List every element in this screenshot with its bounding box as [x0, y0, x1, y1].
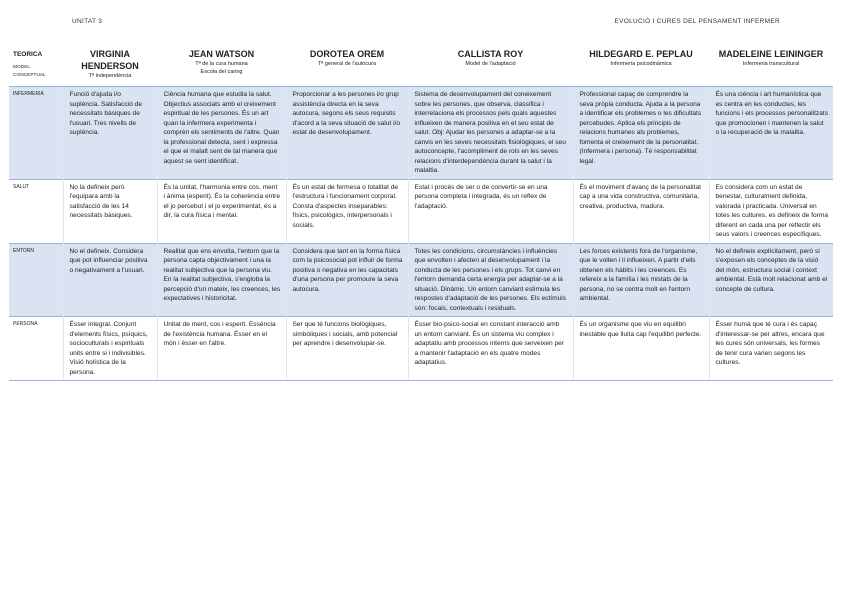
- table-cell: Funció d'ajuda i/o suplència. Satisfacció de necessitats bàsiques de l'usuari. Tres nivells de suplència.: [63, 87, 157, 180]
- theorist-subtitle: Infermeria transcultural: [742, 61, 800, 67]
- table-cell: Realitat que ens envolta, l'entorn que la persona capta objectivament i una la realitat subjectiva que la persona viu. En la realitat subjectiva, s'engloba la percepció d'un mateix, les creences, les expectatives i historicitat.: [157, 243, 286, 317]
- table-cell: Ciència humana que estudia la salut. Objectius associats amb el creixement espiritual de les persones. És un art quan la infermera experimenta i comprèn els sentiments de l'altre. Quan la professional detecta, sent i expressa el que el malalt sent de tal manera que aquest se sent identificat.: [157, 87, 286, 180]
- table-cell: Es considera com un estat de benestar, culturalment definida, valorada i practicada. Universal en totes les cultures, es defineix de forma diferent en cada una per reflectir els seus valors i creences específiques.: [709, 179, 833, 243]
- corner-subtitle: MODEL CONCEPTUAL: [13, 65, 46, 78]
- theorist-name: HILDEGARD E. PEPLAU: [589, 49, 693, 59]
- table-cell: Estat i procés de ser o de convertir-se en una persona completa i integrada, és un reflex de l'adaptació.: [408, 179, 573, 243]
- theorist-subtitle: Model de l'adaptació: [465, 61, 516, 67]
- theorist-header: [709, 44, 833, 87]
- corner-title: TEORICA: [13, 51, 43, 58]
- table-cell: No el defineix. Considera que pot influenciar positiva o negativament a l'usuari.: [63, 243, 157, 317]
- document-title: EVOLUCIÓ I CURES DEL PENSAMENT INFERMER: [614, 18, 780, 25]
- theorist-subtitle: Infermeria psicodinàmica: [610, 61, 672, 67]
- table-cell: Ésser bio-psico-social en constant interacció amb un entorn canviant. És un sistema viu complex i adaptatiu amb processos interns que serveixen per a mantenir l'adaptació en els quatre modes adaptatius.: [408, 317, 573, 381]
- table-cell: És un organisme que viu en equilibri inestable que lluita cap l'equilibri perfecte.: [573, 317, 709, 381]
- row-label: PERSONA: [9, 317, 63, 381]
- theorist-subtitle: Tª de la cura humana Escola del caring: [195, 61, 248, 75]
- theorist-header: [408, 44, 573, 87]
- row-label: ENTORN: [9, 243, 63, 317]
- table-cell: És la unitat, l'harmonia entre cos, ment i ànima (esperit). És la coherència entre el jo percebut i el jo experimentat, és a dir, la cura física i mental.: [157, 179, 286, 243]
- table-cell: És un estat de fermesa o totalitat de l'estructura i funcionament corporal. Consta d'aspectes inseparables: físics, psicològics, interpersonals i socials.: [286, 179, 408, 243]
- table-cell: Les forces existents fora de l'organisme, que le volten i li influeixen. A partir d'ells obtenen els hàbits i les creences. Es refereix a la família i les mistats de la persona, no se centra molt en l'entorn ambiental.: [573, 243, 709, 317]
- row-label: SALUT: [9, 179, 63, 243]
- unit-label: UNITAT 3: [72, 18, 103, 25]
- table-cell: És el moviment d'avanç de la personalitat cap a una vida constructiva, comunitària, creativa, productiva, madura.: [573, 179, 709, 243]
- theorist-name: CALLISTA ROY: [457, 49, 524, 59]
- row-label: INFERMERIA: [9, 87, 63, 180]
- table-cell: No la defineix però l'equipara amb la satisfacció de les 14 necessitats bàsiques.: [63, 179, 157, 243]
- theorist-name: JEAN WATSON: [188, 49, 255, 59]
- theorist-header: [286, 44, 408, 87]
- theorist-header: [63, 44, 157, 87]
- table-cell: Sistema de desenvolupament del coneixement sobre les persones, que observa, classifica i interrelaciona els processos pels quals aquestes influeixen de manera positiva en el seu estat de salut. Obj: Ajudar les persones a adaptar-se a la canvis en les seves necessitats fisiològiques, el seu autoconcepte, l'acompliment de rols en les seves relacions d'interdependència durant la salut i la malaltia.: [408, 87, 573, 180]
- table-cell: Considera que tant en la forma física com la psicosocial pot influir de forma positiva o negativa en les capacitats d'una persona per promoure la seva autocura.: [286, 243, 408, 317]
- table-row-infermeria: [9, 87, 833, 180]
- table-cell: Proporcionar a les persones i/o grup assistència directa en la seva autocura, segons els seus requisits d'acord a la seva situació de salut i/o estat de desenvolupament.: [286, 87, 408, 180]
- table-cell: Unitat de ment, cos i esperit. Essència de l'existència humana. Ésser en el món i ésser en l'altre.: [157, 317, 286, 381]
- theorist-subtitle: Tª independència: [88, 73, 132, 79]
- table-cell: Ésser humà que té cura i és capaç d'interessar-se per altres, encara que les cures són universals, les formes de tenir cura varien segons les cultures.: [709, 317, 833, 381]
- table-cell: Ser que té funcions biològiques, simbòliques i socials, amb potencial per aprendre i desenvolupar-se.: [286, 317, 408, 381]
- table-cell: Professional capaç de comprendre la seva pròpia conducta. Ajuda a la persona a identificar els problemes o les dificultats percebudes. Aplica els principis de relacions humanes als problemes, fomenta el creixement de la personalitat. (Infermera i persona). Té responsabilitat legal.: [573, 87, 709, 180]
- theorist-name: VIRGINIA HENDERSON: [81, 49, 139, 71]
- theorist-name: MADELEINE LEININGER: [718, 49, 824, 59]
- theorist-subtitle: Tª general de l'autocura: [317, 61, 377, 67]
- table-cell: No el defineix explícitament, però sí s'exposen els conceptes de la visió del món, estructura social i context ambiental. Està molt relacionat amb el concepte de cultura.: [709, 243, 833, 317]
- table-row-persona: [9, 317, 833, 381]
- table-row-salut: [9, 179, 833, 243]
- table-row-entorn: [9, 243, 833, 317]
- table-cell: Ésser integral. Conjunt d'elements físics, psíquics, socioculturals i espirituals units entre si i indivisibles. Visió holística de la persona.: [63, 317, 157, 381]
- table-cell: És una ciència i art humanística que es centra en les conductes, les funcions i els processos personalitzats que promocionen i mantenen la salut o la recuperació de la malaltia.: [709, 87, 833, 180]
- theories-table: [9, 44, 833, 381]
- corner-header: [9, 44, 63, 87]
- theorist-header: [573, 44, 709, 87]
- theorist-name: DOROTEA OREM: [309, 49, 385, 59]
- theorist-header: [157, 44, 286, 87]
- table-cell: Totes les condicions, circumstàncies i influències que envolten i afecten al desenvolupament i la conducta de les persones i els grups. Tot canvi en l'entorn demanda certa energia per adaptar-se a la situació. Dinàmic. Un entorn canviant estimula les respostes d'adaptació de les persones. Els estímuls són: focals, contextuals i residuals.: [408, 243, 573, 317]
- header-row: [9, 44, 833, 87]
